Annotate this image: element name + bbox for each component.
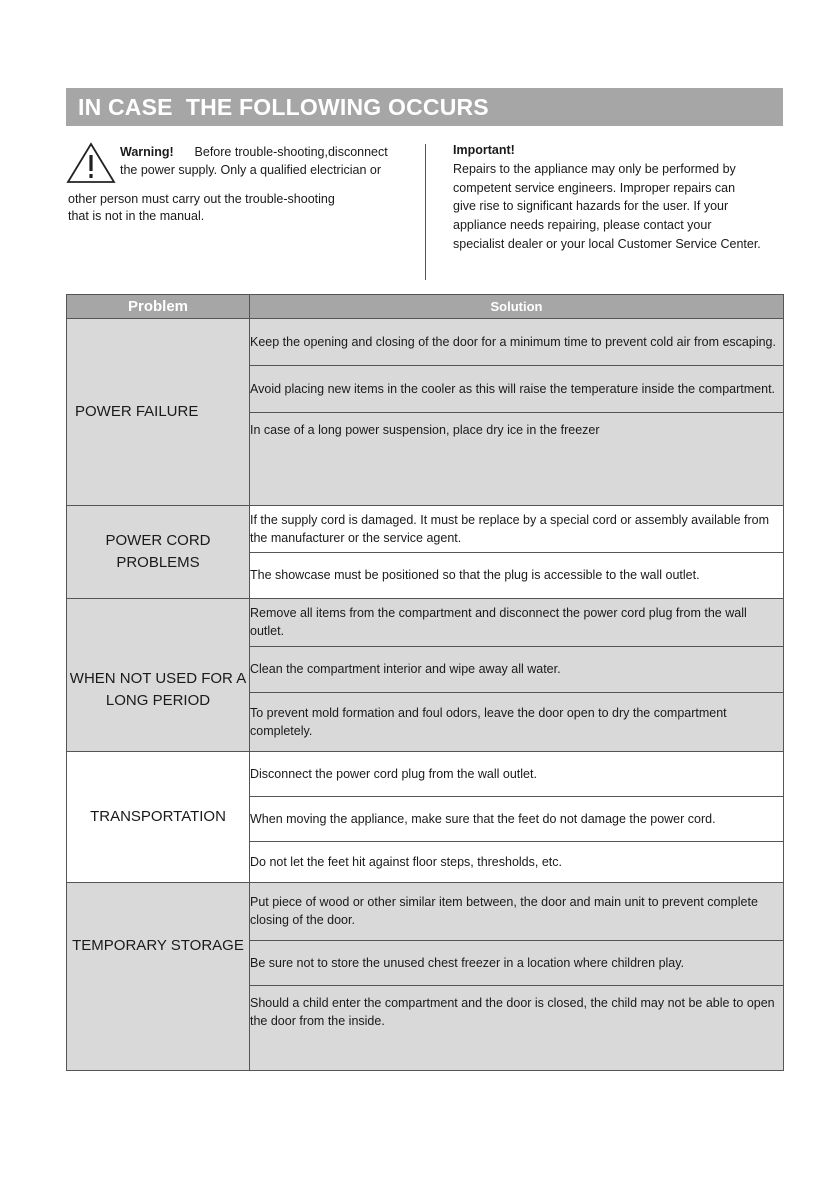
important-title: Important!	[453, 143, 515, 157]
solution-item: In case of a long power suspension, place dry ice in the freezer	[250, 413, 784, 506]
important-line: give rise to significant hazards for the user. If your	[453, 199, 729, 213]
important-line: Repairs to the appliance may only be performed by	[453, 162, 736, 176]
warning-text-1: Before trouble-shooting,disconnect	[194, 145, 388, 159]
solution-item: Do not let the feet hit against floor steps, thresholds, etc.	[250, 841, 784, 882]
problem-transportation: TRANSPORTATION	[67, 751, 250, 882]
important-line: competent service engineers. Improper repairs can	[453, 181, 736, 195]
warning-line-1	[120, 145, 388, 159]
problem-not-used: WHEN NOT USED FOR A LONG PERIOD	[67, 599, 250, 752]
solution-item: Put piece of wood or other similar item between, the door and main unit to prevent complete closing of the door.	[250, 882, 784, 940]
warning-text-3: other person must carry out the trouble-shooting	[68, 192, 335, 206]
solution-item: Clean the compartment interior and wipe away all water.	[250, 646, 784, 692]
troubleshooting-table	[66, 294, 784, 1071]
solution-item: The showcase must be positioned so that the plug is accessible to the wall outlet.	[250, 552, 784, 598]
column-divider	[425, 144, 426, 280]
problem-power-failure: POWER FAILURE	[67, 319, 250, 506]
important-line: appliance needs repairing, please contact your	[453, 218, 712, 232]
problem-temporary-storage: TEMPORARY STORAGE	[67, 882, 250, 1070]
solution-column-header: Solution	[250, 295, 784, 319]
solution-item: If the supply cord is damaged. It must be replace by a special cord or assembly available from the manufacturer or the service agent.	[250, 506, 784, 552]
warning-text-4: that is not in the manual.	[68, 209, 205, 223]
solution-item: When moving the appliance, make sure that the feet do not damage the power cord.	[250, 797, 784, 841]
page-title: IN CASE THE FOLLOWING OCCURS	[66, 88, 783, 126]
solution-item: Avoid placing new items in the cooler as this will raise the temperature inside the compartment.	[250, 365, 784, 412]
problem-power-cord: POWER CORD PROBLEMS	[67, 506, 250, 599]
warning-label: Warning!	[120, 145, 174, 159]
solution-item: Disconnect the power cord plug from the wall outlet.	[250, 751, 784, 796]
solution-item: Be sure not to store the unused chest freezer in a location where children play.	[250, 940, 784, 985]
warning-triangle-icon	[66, 142, 116, 184]
solution-item: To prevent mold formation and foul odors, leave the door open to dry the compartment completely.	[250, 693, 784, 752]
solution-item: Remove all items from the compartment and disconnect the power cord plug from the wall outlet.	[250, 599, 784, 646]
warning-text-2: the power supply. Only a qualified electrician or	[120, 163, 382, 177]
problem-column-header: Problem	[67, 295, 250, 319]
important-line: specialist dealer or your local Customer Service Center.	[453, 237, 761, 251]
solution-item: Should a child enter the compartment and the door is closed, the child may not be able to open the door from the inside.	[250, 986, 784, 1071]
solution-item: Keep the opening and closing of the door for a minimum time to prevent cold air from escaping.	[250, 319, 784, 365]
